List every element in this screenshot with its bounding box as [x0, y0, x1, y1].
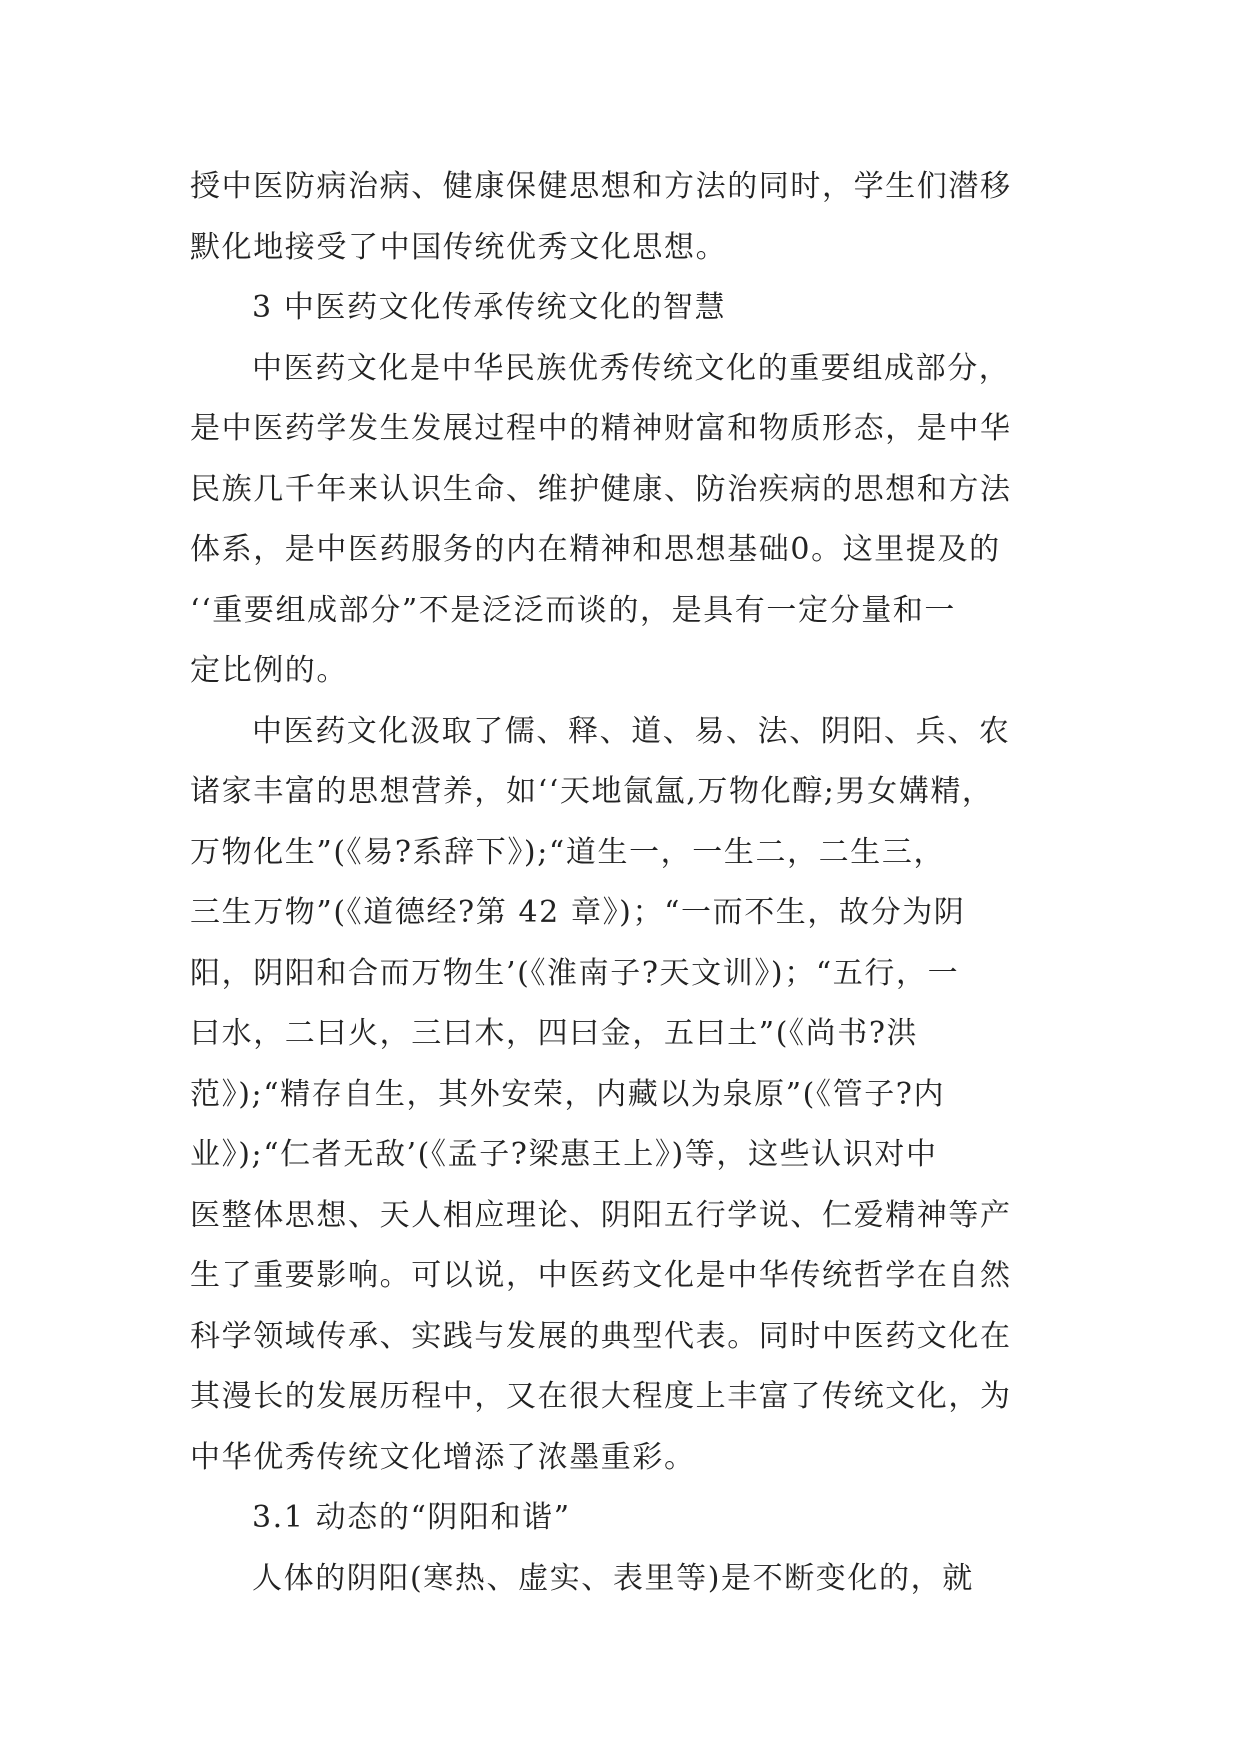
text-line: 生了重要影响。可以说，中医药文化是中华传统哲学在自然: [190, 1258, 1012, 1293]
text-line: 诸家丰富的思想营养，如‘‘天地氤氲,万物化醇;男女媾精，: [190, 774, 994, 809]
body-text: [190, 157, 1050, 1609]
text-line: 授中医防病治病、健康保健思想和方法的同时，学生们潜移: [190, 169, 1012, 204]
text-line: 中医药文化是中华民族优秀传统文化的重要组成部分，: [252, 350, 1011, 386]
text-line: 阳，阴阳和合而万物生’(《淮南子?天文训》)；“五行，一: [190, 955, 960, 991]
text-line: 是中医药学发生发展过程中的精神财富和物质形态，是中华: [190, 411, 1012, 446]
text-line: 中华优秀传统文化增添了浓墨重彩。: [190, 1439, 696, 1475]
text-line: 曰水，二曰火，三曰木，四曰金，五曰土”(《尚书?洪: [190, 1016, 919, 1051]
text-line: 中医药文化汲取了儒、释、道、易、法、阴阳、兵、农: [252, 713, 1011, 749]
text-line: 默化地接受了中国传统优秀文化思想。: [190, 229, 728, 265]
text-line: 民族几千年来认识生命、维护健康、防治疾病的思想和方法: [190, 471, 1012, 507]
text-line: 体系，是中医药服务的内在精神和思想基础0。这里提及的: [190, 532, 1001, 567]
text-line: 业》);“仁者无敌’(《孟子?梁惠王上》)等，这些认识对中: [190, 1137, 938, 1172]
text-line: ‘‘重要组成部分”不是泛泛而谈的，是具有一定分量和一: [190, 592, 957, 628]
subsection-heading: 3.1 动态的“阴阳和谐”: [252, 1500, 571, 1535]
text-line: 科学领域传承、实践与发展的典型代表。同时中医药文化在: [190, 1318, 1012, 1354]
text-line: 医整体思想、天人相应理论、阴阳五行学说、仁爱精神等产: [190, 1197, 1012, 1233]
section-heading: 3 中医药文化传承传统文化的智慧: [252, 290, 727, 325]
text-line: 定比例的。: [190, 653, 348, 688]
text-line: 范》);“精存自生，其外安荣，内藏以为泉原”(《管子?内: [190, 1076, 946, 1112]
text-line: 人体的阴阳(寒热、虚实、表里等)是不断变化的，就: [252, 1560, 974, 1596]
text-line: 其漫长的发展历程中，又在很大程度上丰富了传统文化，为: [190, 1379, 1012, 1414]
text-line: 三生万物”(《道德经?第 42 章》)；“一而不生，故分为阴: [190, 895, 966, 930]
text-line: 万物化生”(《易?系辞下》);“道生一，一生二，二生三，: [190, 834, 946, 870]
